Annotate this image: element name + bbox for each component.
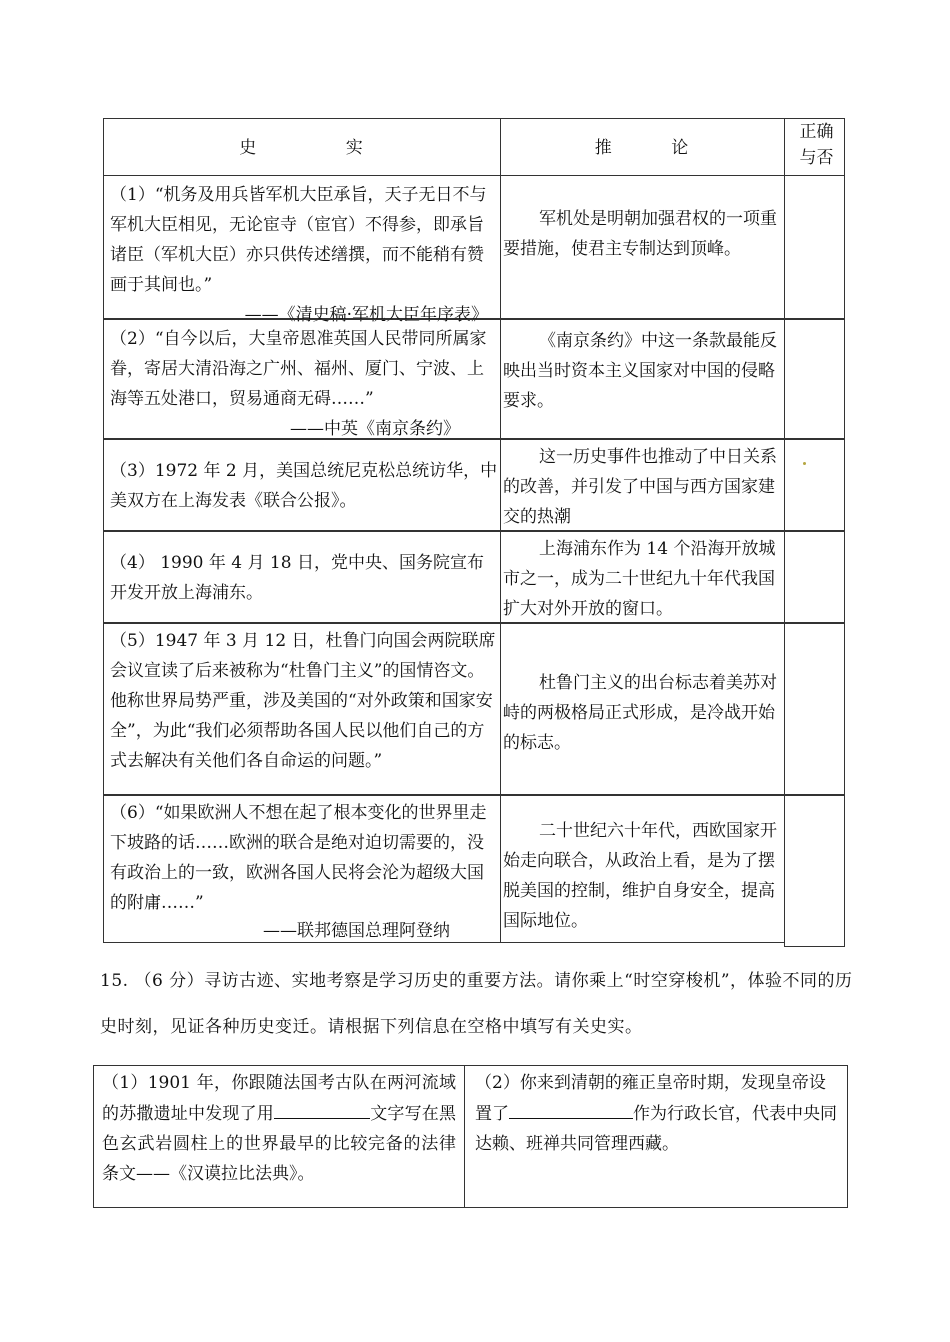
table-row-5-judgement	[784, 623, 845, 795]
row-4-inference-text: 上海浦东作为 14 个沿海开放城市之一，成为二十世纪九十年代我国扩大对外开放的窗口。	[503, 539, 776, 619]
table-row-6-judgement	[784, 795, 845, 947]
q15-cell-2-pre: （2）你来到清朝的雍正皇帝时期，发现皇帝设置了	[475, 1073, 826, 1124]
row-5-fact-text: （5）1947 年 3 月 12 日，杜鲁门向国会两院联席会议宣读了后来被称为“杜鲁门主义”的国情咨文。他称世界局势严重，涉及美国的“对外政策和国家安全”，为此“我们必须帮助各国人民以他们自己的方式去解决有关他们各自命运的问题。”	[110, 631, 496, 771]
row-1-fact-text: （1）“机务及用兵皆军机大臣承旨，天子无日不与军机大臣相见，无论宦寺（宦官）不得参，即承旨诸臣（军机大臣）亦只供传述缮撰，而不能稍有赞画于其间也。”	[110, 185, 487, 295]
q15-cell-2-text	[475, 1068, 839, 1159]
row-2-source: ——中英《南京条约》	[290, 419, 460, 439]
q15-cell-1	[93, 1065, 465, 1208]
table-row-2-judgement	[784, 319, 845, 439]
q15-cell-1-text	[102, 1068, 456, 1189]
table-row-3-judgement	[784, 439, 845, 531]
table-header-inference	[500, 118, 785, 176]
header-inference-label: 推 论	[594, 138, 691, 158]
q15-cell-2-post: 作为行政长官，代表中央同达赖、班禅共同管理西藏。	[475, 1104, 837, 1154]
q15-intro: 15. （6 分）寻访古迹、实地考察是学习历史的重要方法。请你乘上“时空穿梭机”，体验不同的历史时刻，见证各种历史变迁。请根据下列信息在空格中填写有关史实。	[100, 971, 853, 1037]
header-judgement-label: 正确与否	[799, 122, 834, 168]
speck-mark	[803, 462, 806, 465]
header-fact-label: 史 实	[239, 138, 365, 158]
table-row-4-inference	[500, 531, 785, 623]
row-2-fact-text: （2）“自今以后，大皇帝恩准英国人民带同所属家眷，寄居大清沿海之广州、福州、厦门、宁波、上海等五处港口，贸易通商无碍……”	[110, 329, 487, 409]
table-row-3-inference	[500, 439, 785, 531]
table-row-6-inference	[500, 795, 785, 943]
table-row-4-fact	[103, 531, 501, 623]
q15-cell-2	[464, 1065, 848, 1208]
table-header-judgement	[784, 118, 845, 176]
q15-cell-1-pre: （1）1901 年，你跟随法国考古队在两河流域的苏撒遗址中发现了用	[102, 1073, 456, 1124]
table-row-2-inference	[500, 319, 785, 439]
q15-cell-1-post: 文字写在黑色玄武岩圆柱上的世界最早的比较完备的法律条文——《汉谟拉比法典》。	[102, 1104, 456, 1184]
row-6-source: ——联邦德国总理阿登纳	[263, 921, 450, 941]
table-row-3-fact	[103, 439, 501, 531]
table-row-6-fact	[103, 795, 501, 943]
q15-blank-1[interactable]	[274, 1098, 370, 1119]
row-1-source: ——《清史稿·军机大臣年序表》	[244, 305, 488, 325]
row-5-inference-text: 杜鲁门主义的出台标志着美苏对峙的两极格局正式形成，是冷战开始的标志。	[503, 673, 777, 753]
table-header-fact	[103, 118, 501, 176]
table-row-5-inference	[500, 623, 785, 795]
table-row-2-fact	[103, 319, 501, 439]
table-row-1-judgement	[784, 175, 845, 319]
row-6-inference-text: 二十世纪六十年代，西欧国家开始走向联合，从政治上看，是为了摆脱美国的控制，维护自身安全，提高国际地位。	[503, 821, 777, 931]
row-4-fact-text: （4） 1990 年 4 月 18 日，党中央、国务院宣布开发开放上海浦东。	[110, 553, 484, 603]
row-1-inference-text: 军机处是明朝加强君权的一项重要措施，使君主专制达到顶峰。	[503, 209, 777, 259]
row-6-fact-text: （6）“如果欧洲人不想在起了根本变化的世界里走下坡路的话……欧洲的联合是绝对迫切需要的，没有政治上的一致，欧洲各国人民将会沦为超级大国的附庸……”	[110, 803, 487, 913]
row-3-fact-text: （3）1972 年 2 月，美国总统尼克松总统访华，中美双方在上海发表《联合公报》。	[110, 461, 498, 511]
table-row-5-fact	[103, 623, 501, 795]
table-row-4-judgement	[784, 531, 845, 623]
row-2-inference-text: 《南京条约》中这一条款最能反映出当时资本主义国家对中国的侵略要求。	[503, 331, 777, 411]
row-3-inference-text: 这一历史事件也推动了中日关系的改善，并引发了中国与西方国家建交的热潮	[503, 447, 777, 527]
q15-blank-2[interactable]	[509, 1098, 633, 1119]
table-row-1-inference	[500, 175, 785, 319]
table-row-1-fact	[103, 175, 501, 325]
